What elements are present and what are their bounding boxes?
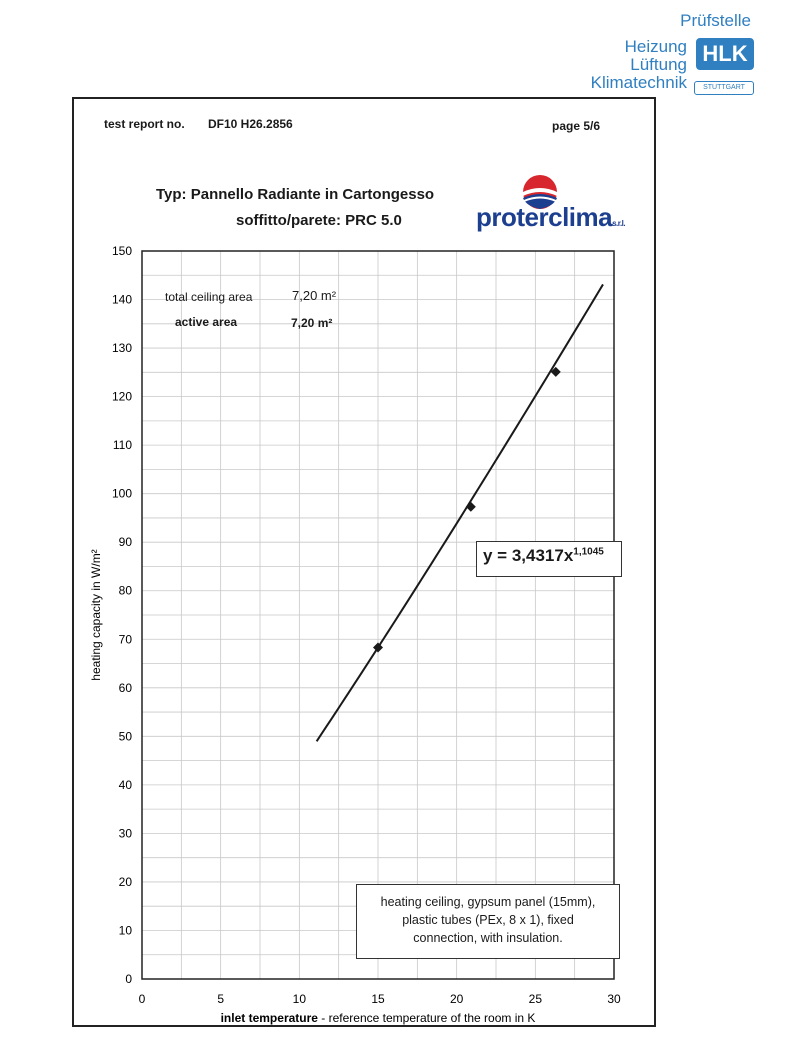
- x-tick-label: 25: [528, 992, 543, 1006]
- hlk-city-badge: STUTTGART: [694, 81, 754, 95]
- description-box: [356, 884, 620, 959]
- y-tick-label: 20: [118, 874, 132, 889]
- data-point: [466, 502, 476, 512]
- fit-equation-exponent: 1,1045: [573, 546, 604, 558]
- chart-series: [317, 284, 603, 741]
- data-point: [373, 643, 383, 653]
- hlk-klimatechnik: Klimatechnik: [590, 73, 687, 92]
- hlk-badge: HLK: [696, 38, 754, 70]
- y-tick-label: 130: [111, 341, 132, 356]
- y-tick-label: 110: [112, 438, 132, 453]
- fit-equation-base: y = 3,4317x: [483, 546, 574, 565]
- y-tick-label: 0: [125, 972, 132, 986]
- page-number: page 5/6: [552, 119, 601, 133]
- fit-curve: [317, 284, 603, 741]
- total-area-value: 7,20 m²: [292, 288, 337, 303]
- report-number: DF10 H26.2856: [208, 117, 293, 131]
- x-tick-label: 20: [449, 992, 464, 1006]
- report-number-label: test report no.: [104, 117, 185, 131]
- product-title-line2: soffitto/parete: PRC 5.0: [236, 212, 402, 229]
- y-tick-label: 10: [118, 923, 132, 938]
- hlk-heizung: Heizung: [624, 37, 687, 56]
- hlk-pruefstelle-text: Prüfstelle: [680, 11, 751, 30]
- y-tick-label: 50: [118, 729, 132, 744]
- hlk-lueftung: Lüftung: [630, 55, 687, 74]
- y-tick-label: 30: [118, 826, 132, 841]
- y-tick-label: 120: [111, 389, 132, 404]
- x-tick-label: 30: [607, 992, 621, 1006]
- active-area-label: active area: [175, 315, 238, 329]
- description-line3: connection, with insulation.: [413, 931, 563, 945]
- x-tick-label: 15: [371, 992, 385, 1006]
- x-tick-label: 5: [217, 992, 225, 1006]
- x-axis-label-rest: - reference temperature of the room in K: [317, 1011, 536, 1025]
- y-tick-label: 90: [118, 535, 132, 550]
- x-tick-label: 10: [292, 992, 307, 1006]
- y-tick-label: 150: [111, 244, 132, 258]
- y-tick-label: 100: [111, 486, 132, 501]
- chart-grid: [142, 251, 614, 979]
- total-area-label: total ceiling area: [165, 290, 253, 304]
- x-tick-label: 0: [138, 992, 146, 1006]
- y-axis-label: heating capacity in W/m²: [89, 549, 103, 681]
- y-tick-label: 70: [118, 632, 132, 647]
- x-axis-label-bold: inlet temperature: [220, 1011, 318, 1025]
- y-tick-label: 40: [118, 777, 132, 792]
- product-title-line1: Typ: Pannello Radiante in Cartongesso: [156, 186, 435, 203]
- proterclima-brand: proterclima: [476, 202, 613, 232]
- description-line2: plastic tubes (PEx, 8 x 1), fixed: [402, 913, 574, 927]
- y-tick-label: 140: [111, 292, 132, 307]
- x-axis-label: [221, 1011, 536, 1025]
- fit-equation: [476, 541, 622, 577]
- y-tick-label: 60: [118, 680, 132, 695]
- active-area-value: 7,20 m²: [291, 316, 333, 330]
- y-tick-label: 80: [118, 583, 132, 598]
- proterclima-suffix: s.r.l.: [612, 219, 626, 228]
- description-line1: heating ceiling, gypsum panel (15mm),: [380, 895, 596, 909]
